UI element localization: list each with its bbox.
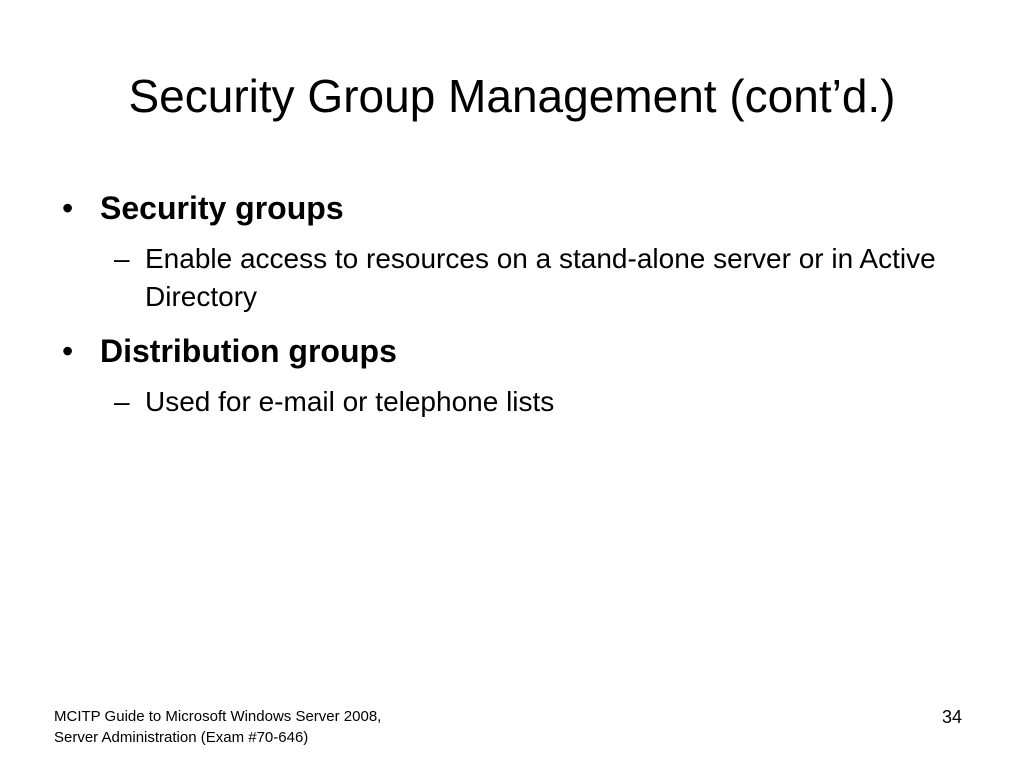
slide-title: Security Group Management (cont’d.) bbox=[128, 70, 896, 122]
footer-line-2: Server Administration (Exam #70-646) bbox=[54, 729, 309, 746]
page-number: 34 bbox=[941, 707, 962, 727]
sub-item-text: Used for e-mail or telephone lists bbox=[145, 386, 555, 417]
bullet-label-distribution-groups: Distribution groups bbox=[100, 333, 397, 369]
sub-bullet-marker: – bbox=[114, 386, 130, 417]
footer-source bbox=[54, 706, 474, 748]
footer-line-1: MCITP Guide to Microsoft Windows Server 2008, bbox=[54, 708, 382, 725]
bullet-marker: • bbox=[62, 190, 74, 226]
sub-bullet-marker: – bbox=[114, 243, 130, 274]
bullet-label-security-groups: Security groups bbox=[100, 190, 344, 226]
sub-item-distribution-groups bbox=[114, 383, 944, 421]
sub-item-text: Enable access to resources on a stand-alone server or in Active Directory bbox=[145, 243, 936, 312]
sub-item-security-groups bbox=[114, 240, 944, 316]
bullet-marker: • bbox=[62, 333, 74, 369]
